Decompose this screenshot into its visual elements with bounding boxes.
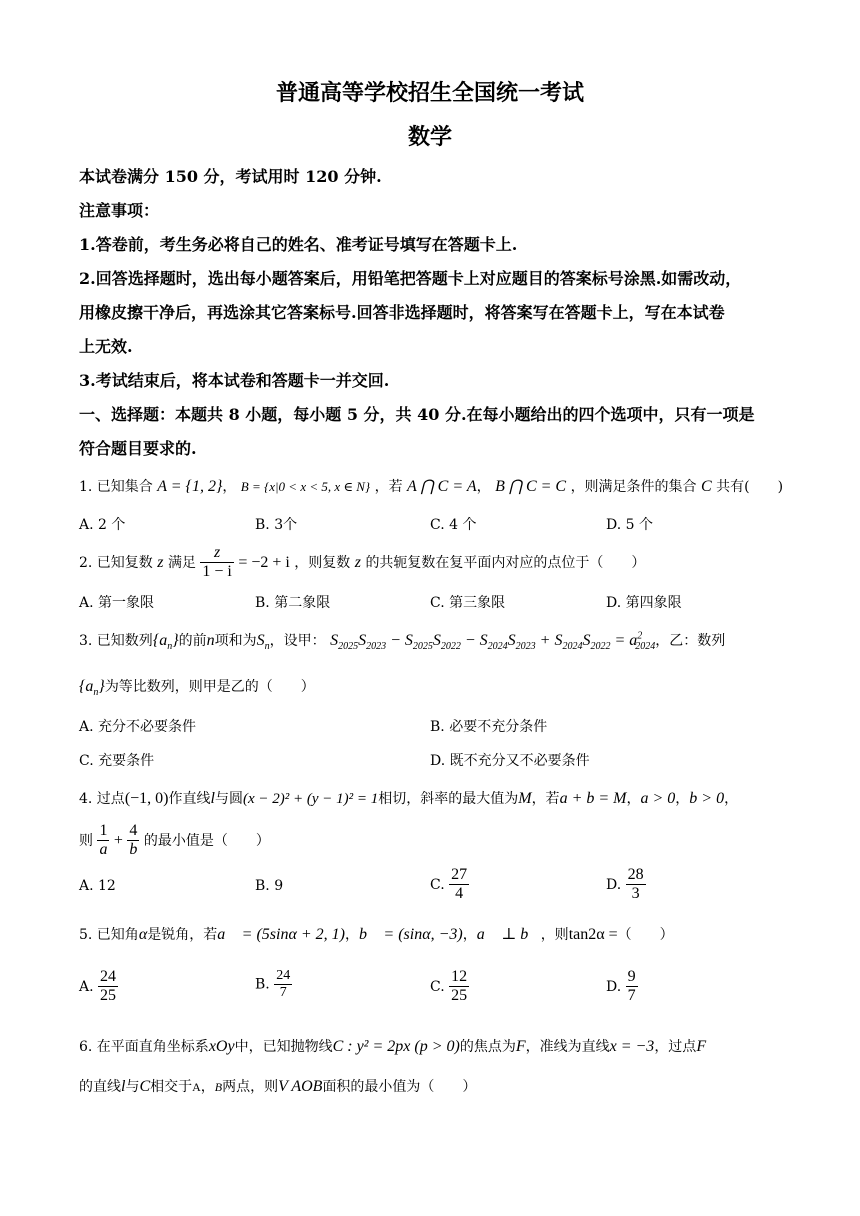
q6-line-2-tail: 两点，则 xyxy=(222,1079,279,1095)
q3-sn: $S_n$ xyxy=(256,632,270,653)
question-4-stem-line-2: 则 $\frac{1}{a}$ + $\frac{4}{b}$ 的最小值是（ ） xyxy=(79,822,270,859)
q4-text-1: 作直线 xyxy=(168,791,211,807)
q5-end: （ ） xyxy=(617,927,674,943)
q6-f: F xyxy=(515,1038,526,1055)
q1-cond-2: B ⋂ C = C xyxy=(495,478,567,495)
q6-text-4: ，过点 xyxy=(654,1039,697,1055)
q5-perpendicular: a⃗ ⊥ b⃗ xyxy=(476,926,541,943)
q2-prefix: 2. 已知复数 xyxy=(79,554,153,571)
q4-option-b: B. 9 xyxy=(255,878,284,894)
notice-item-3: 3.考试结束后，将本试卷和答题卡一并交回. xyxy=(79,371,390,390)
q4-text-2: 与圆 xyxy=(214,791,243,807)
q5-option-a: A. $\frac{24}{25}$ xyxy=(79,968,117,1005)
q5-tan: tan2α = xyxy=(568,926,618,943)
q2-frac-num: z xyxy=(200,544,233,563)
notice-item-1: 1.答卷前，考生务必将自己的姓名、准考证号填写在答题卡上. xyxy=(79,235,518,254)
q6-f-2: F xyxy=(696,1038,707,1055)
subject-title: 数学 xyxy=(407,124,452,150)
q2-option-c: C. 第三象限 xyxy=(430,595,506,611)
question-3-stem-line-1 xyxy=(79,630,725,652)
q6-text-1: 中，已知抛物线 xyxy=(234,1039,333,1055)
q6-line-2-mid-2: 相交于 xyxy=(150,1079,193,1095)
q5-option-c: C. $\frac{12}{25}$ xyxy=(430,968,468,1005)
q2-fraction xyxy=(200,544,233,582)
q3-option-a: A. 充分不必要条件 xyxy=(79,719,197,735)
section-heading-line-2: 符合题目要求的. xyxy=(79,439,197,458)
exam-intro: 本试卷满分 150 分，考试用时 120 分钟. xyxy=(79,167,382,186)
q2-z: z xyxy=(157,553,164,571)
q1-prefix: 1. 已知集合 xyxy=(79,479,153,495)
q6-c: C xyxy=(139,1078,151,1095)
section-heading-line-1: 一、选择题：本题共 8 小题，每小题 5 分，共 40 分.在每小题给出的四个选项中，只有一项是 xyxy=(79,405,755,424)
q3-option-d: D. 既不充分又不必要条件 xyxy=(430,753,590,769)
notice-item-2-line-3: 上无效. xyxy=(79,337,133,356)
q1-end: 共有( ) xyxy=(716,479,784,495)
q4-l: l xyxy=(210,790,215,807)
q2-option-d: D. 第四象限 xyxy=(606,595,682,611)
q4-point: (−1, 0) xyxy=(124,790,169,807)
q3-condition-equation: $S_{2025}S_{2023} - S_{2025}S_{2022} - S_{2024}S_{2023} + S_{2024}S_{2022} = a^2_{2024}$ xyxy=(330,630,656,653)
q6-prefix: 6. 在平面直角坐标系 xyxy=(79,1039,209,1055)
q5-vector-a: a⃗ = (5sinα + 2, 1) xyxy=(217,926,345,943)
q1-set-a: A = {1, 2} xyxy=(157,478,223,495)
q4-line-2-tail: 的最小值是（ ） xyxy=(143,832,270,849)
q1-set-b: B = {x|0 < x < 5, x ∈ N} xyxy=(240,479,371,494)
q4-line-2-prefix: 则 xyxy=(79,832,93,849)
q3-seq: $\{a_n\}$ xyxy=(152,632,179,653)
q6-triangle: V AOB xyxy=(278,1078,323,1095)
q6-point-b: B xyxy=(214,1080,223,1094)
q2-option-a: A. 第一象限 xyxy=(79,595,155,611)
q2-frac-den: 1 − i xyxy=(202,563,232,581)
q5-option-d: D. $\frac{9}{7}$ xyxy=(606,968,636,1005)
q4-prefix: 4. 过点 xyxy=(79,791,125,807)
q5-prefix: 5. 已知角 xyxy=(79,927,139,943)
q6-l: l xyxy=(121,1078,126,1095)
q4-option-d: D. $\frac{28}{3}$ xyxy=(606,866,644,903)
q6-text-2: 的焦点为 xyxy=(459,1039,516,1055)
q1-cond-1: A ⋂ C = A xyxy=(407,478,477,495)
q4-option-c: C. $\frac{27}{4}$ xyxy=(430,866,468,903)
q4-sum: a + b = M xyxy=(559,790,627,807)
q4-fraction-2: $\frac{4}{b}$ xyxy=(129,822,138,859)
q4-cond-1: a > 0 xyxy=(640,790,676,807)
q6-line-2-end: 面积的最小值为（ ） xyxy=(322,1079,477,1095)
q1-option-c: C. 4 个 xyxy=(430,517,477,533)
q3-option-c: C. 充要条件 xyxy=(79,753,155,769)
q6-line-2-prefix: 的直线 xyxy=(79,1079,121,1095)
q3-prefix: 3. 已知数列 xyxy=(79,633,153,649)
q4-circle: (x − 2)² + (y − 1)² = 1 xyxy=(242,791,379,807)
q5-text-2: ，则 xyxy=(540,927,569,943)
q3-text-1: 的前 xyxy=(178,633,207,649)
q5-option-b: B. $\frac{24}{7}$ xyxy=(255,968,291,1001)
q5-alpha: α xyxy=(138,926,148,943)
q1-option-b: B. 3个 xyxy=(255,517,298,533)
q6-parabola: C : y² = 2px (p > 0) xyxy=(332,1038,460,1055)
q3-text-2: 项和为 xyxy=(214,633,257,649)
q1-option-d: D. 5 个 xyxy=(606,517,653,533)
q1-set-c: C xyxy=(701,478,712,495)
q6-xoy: xOy xyxy=(208,1038,235,1055)
q2-tail: ，则复数 xyxy=(294,554,351,571)
q3-seq-2: $\{a_n\}$ xyxy=(79,678,105,699)
notice-heading: 注意事项： xyxy=(79,201,160,220)
q4-m: M xyxy=(518,790,532,807)
question-5-stem: 5. 已知角α是锐角，若a⃗ = (5sinα + 2, 1)，b⃗ = (sinα, −3)，a⃗ ⊥ b⃗，则tan2α =（ ） xyxy=(79,926,674,943)
exam-title: 普通高等学校招生全国统一考试 xyxy=(275,80,584,106)
q2-satisfy: 满足 xyxy=(167,554,196,571)
notice-item-2-line-1: 2.回答选择题时，选出每小题答案后，用铅笔把答题卡上对应题目的答案标号涂黑.如需改动， xyxy=(79,269,742,288)
question-6-stem-line-1 xyxy=(79,1036,706,1056)
q6-point-a: A xyxy=(192,1080,201,1094)
question-6-stem-line-2: 的直线l与C相交于A，B两点，则V AOB面积的最小值为（ ） xyxy=(79,1078,477,1095)
q3-text-4: ，乙：数列 xyxy=(655,633,726,649)
q4-fraction-1: $\frac{1}{a}$ xyxy=(99,822,108,859)
q3-option-b: B. 必要不充分条件 xyxy=(430,719,548,735)
q2-rhs: = −2 + i xyxy=(238,553,290,571)
q1-cond-prefix: ，若 xyxy=(374,479,403,495)
q2-z-2: z xyxy=(354,553,361,571)
q4-text-4: ，若 xyxy=(531,791,560,807)
q3-n: n xyxy=(206,632,215,649)
q3-text-3: ，设甲： xyxy=(269,633,326,649)
q1-tail: ，则满足条件的集合 xyxy=(570,479,697,495)
question-1-stem: 1. 已知集合 A = {1, 2}， B = {x|0 < x < 5, x ∈ N} ，若 A ⋂ C = A， B ⋂ C = C ，则满足条件的集合 C 共有( ) xyxy=(79,478,784,495)
q2-option-b: B. 第二象限 xyxy=(255,595,331,611)
q6-text-3: ，准线为直线 xyxy=(525,1039,610,1055)
question-4-stem-line-1: 4. 过点(−1, 0)作直线l与圆(x − 2)² + (y − 1)² = 1相切，斜率的最大值为M，若a + b = M，a > 0，b > 0， xyxy=(79,790,739,807)
q6-directrix: x = −3 xyxy=(609,1038,655,1055)
question-2-stem xyxy=(79,544,645,582)
q6-line-2-mid: 与 xyxy=(125,1079,140,1095)
notice-item-2-line-2: 用橡皮擦干净后，再选涂其它答案标号.回答非选择题时，将答案写在答题卡上，写在本试卷 xyxy=(79,303,725,322)
q3-line-2-text: 为等比数列，则甲是乙的（ ） xyxy=(104,679,315,695)
q5-text-1: 是锐角，若 xyxy=(147,927,218,943)
question-3-stem-line-2 xyxy=(79,676,315,698)
q4-text-3: 相切，斜率的最大值为 xyxy=(378,791,519,807)
q4-cond-2: b > 0 xyxy=(689,790,725,807)
q5-vector-b: b⃗ = (sinα, −3) xyxy=(358,926,463,943)
q1-option-a: A. 2 个 xyxy=(79,517,126,533)
q4-option-a: A. 12 xyxy=(79,878,116,894)
q2-tail-2: 的共轭复数在复平面内对应的点位于（ ） xyxy=(365,554,646,571)
